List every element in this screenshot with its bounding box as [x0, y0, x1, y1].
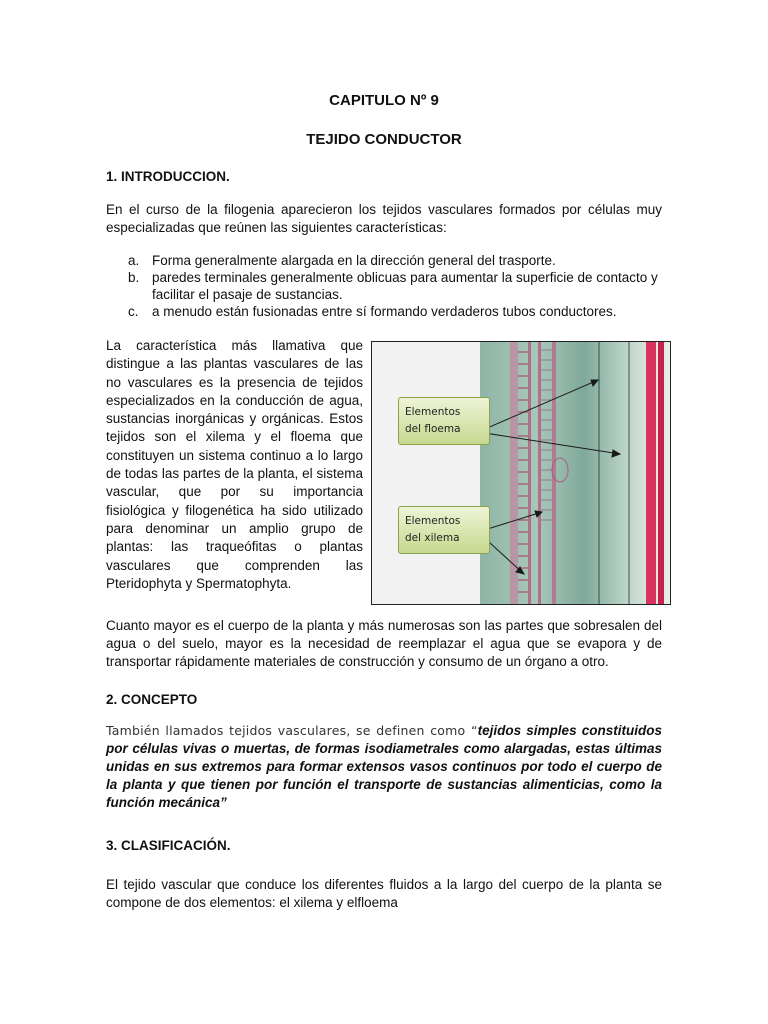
- concept-definition: tejidos simples constituidos por células vivas o muertas, de formas isodiametrales como alargadas, estas últimas unidas en sus extremos para formar extensos vasos continuos por todo el cuerpo de la planta y que tienen por función el transporte de sustancias alimenticias, como la función mecánica”: [106, 723, 662, 810]
- micrograph-figure: [371, 341, 671, 605]
- intro-paragraph: En el curso de la filogenia aparecieron los tejidos vasculares formados por células muy especializadas que reúnen las siguientes características:: [106, 202, 662, 235]
- concept-lead: También llamados tejidos vasculares, se definen como “: [106, 723, 478, 738]
- list-item: [128, 303, 662, 320]
- xylem-label: [398, 506, 490, 554]
- phloem-label: [398, 397, 490, 445]
- body-paragraph: Cuanto mayor es el cuerpo de la planta y más numerosas son las partes que sobresalen del agua o del suelo, mayor es la necesidad de reemplazar el agua que se evapora y de transportar rápidamente materiales de construcción y consumo de un órgano a otro.: [106, 618, 662, 669]
- xylem-label-line1: Elementos: [405, 515, 461, 527]
- page-title: TEJIDO CONDUCTOR: [306, 131, 462, 148]
- phloem-label-line2: del floema: [405, 423, 461, 435]
- list-marker: a.: [128, 253, 140, 268]
- vascular-plants-paragraph: La característica más llamativa que distingue a las plantas vasculares de las no vasculares es la presencia de tejidos especializados en la conducción de agua, sustancias inorgánicas y orgánicas. Estos tejidos son el xilema y el floema que constituyen un sistema continuo a lo largo de todas las partes de la planta, el sistema vascular, que por su importancia fisiológica y filogenética ha sido utilizado para denominar un amplio grupo de plantas: las traqueófitas o plantas vasculares que comprenden las Pteridophyta y Spermatophyta.: [106, 338, 363, 591]
- classification-paragraph: El tejido vascular que conduce los diferentes fluidos a la largo del cuerpo de la planta se compone de dos elementos: el xilema y elfloema: [106, 877, 662, 910]
- list-marker: c.: [128, 304, 139, 319]
- xylem-label-line2: del xilema: [405, 532, 460, 544]
- phloem-label-line1: Elementos: [405, 406, 461, 418]
- concept-heading: 2. CONCEPTO: [106, 692, 198, 707]
- classification-heading: 3. CLASIFICACIÓN.: [106, 838, 231, 853]
- list-item: [128, 252, 662, 269]
- characteristics-list: [128, 252, 662, 320]
- list-text: paredes terminales generalmente oblicuas para aumentar la superficie de contacto y facilitar el pasaje de sustancias.: [152, 270, 658, 302]
- list-marker: b.: [128, 270, 140, 285]
- list-text: a menudo están fusionadas entre sí formando verdaderos tubos conductores.: [152, 304, 617, 319]
- list-item: [128, 269, 662, 303]
- chapter-heading: CAPITULO Nº 9: [329, 92, 439, 109]
- micrograph-image: [480, 342, 670, 604]
- concept-paragraph: [106, 722, 662, 812]
- intro-heading: 1. INTRODUCCION.: [106, 169, 230, 184]
- list-text: Forma generalmente alargada en la dirección general del trasporte.: [152, 253, 556, 268]
